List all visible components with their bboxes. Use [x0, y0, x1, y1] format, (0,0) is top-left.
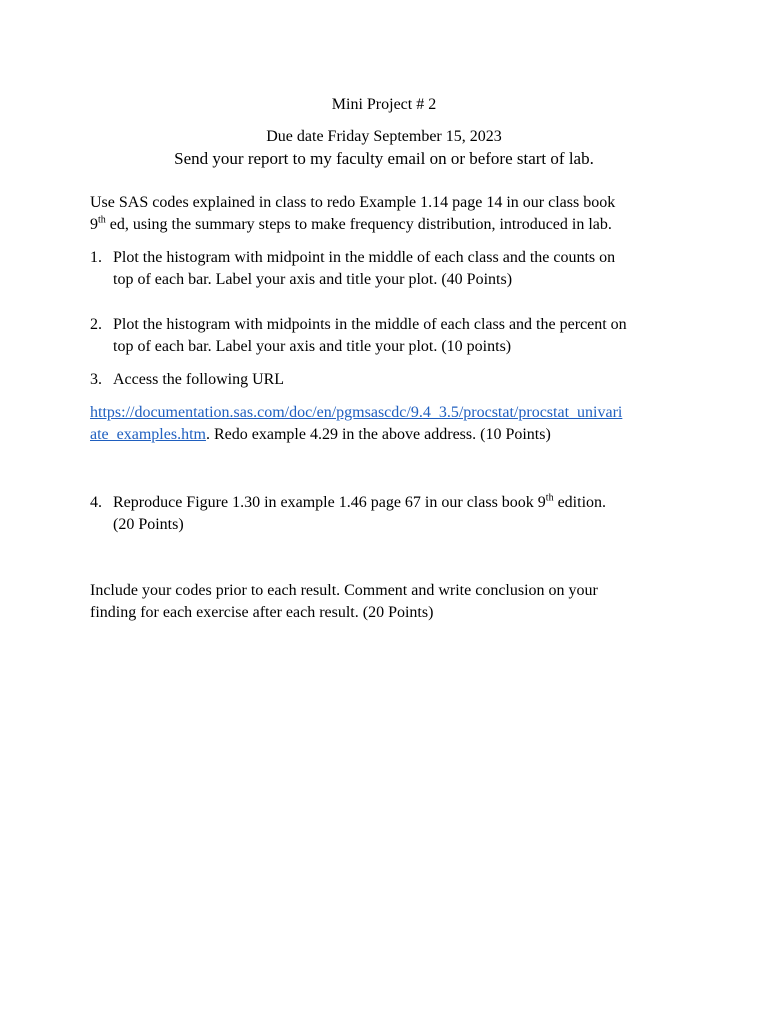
url-instruction: . Redo example 4.29 in the above address. (10 Points)	[205, 426, 551, 443]
item-4-number: 4.	[90, 494, 102, 511]
intro-line-2	[90, 214, 612, 236]
item-4-text: Reproduce Figure 1.30 in example 1.46 page 67 in our class book 9	[113, 494, 546, 511]
item-3-line-1: Access the following URL	[113, 371, 285, 388]
item-2-number: 2.	[90, 316, 102, 333]
url-line-1	[90, 402, 622, 424]
item-1-line-2: top of each bar. Label your axis and title your plot. (40 Points)	[113, 271, 513, 288]
item-4-line-2: (20 Points)	[113, 516, 184, 533]
closing-line-2: finding for each exercise after each result. (20 Points)	[90, 604, 434, 621]
intro-line-2-rest: ed, using the summary steps to make frequency distribution, introduced in lab.	[105, 216, 612, 233]
due-date: Due date Friday September 15, 2023	[266, 128, 502, 145]
url-line-2	[90, 424, 551, 446]
item-2-line-1: Plot the histogram with midpoints in the middle of each class and the percent on	[113, 316, 627, 333]
item-4-line-1	[113, 492, 606, 514]
sas-documentation-link[interactable]: https://documentation.sas.com/doc/en/pgmsascdc/9.4_3.5/procstat/procstat_univari	[90, 404, 623, 421]
item-4-text-rest: edition.	[553, 494, 607, 511]
item-1-number: 1.	[90, 249, 102, 266]
intro-edition-suffix: th	[98, 214, 106, 226]
page-title: Mini Project # 2	[331, 96, 437, 113]
sas-documentation-link-continued[interactable]: ate_examples.htm	[90, 426, 206, 443]
send-instruction: Send your report to my faculty email on or before start of lab.	[174, 149, 594, 168]
intro-line-1: Use SAS codes explained in class to redo Example 1.14 page 14 in our class book	[90, 194, 616, 211]
item-4-edition-suffix: th	[545, 492, 554, 504]
item-2-line-2: top of each bar. Label your axis and title your plot. (10 points)	[113, 338, 512, 355]
item-1-line-1: Plot the histogram with midpoint in the middle of each class and the counts on	[113, 249, 616, 266]
closing-line-1: Include your codes prior to each result. Comment and write conclusion on your	[90, 582, 598, 599]
item-3-number: 3.	[90, 371, 102, 388]
intro-edition-number: 9	[90, 216, 98, 233]
